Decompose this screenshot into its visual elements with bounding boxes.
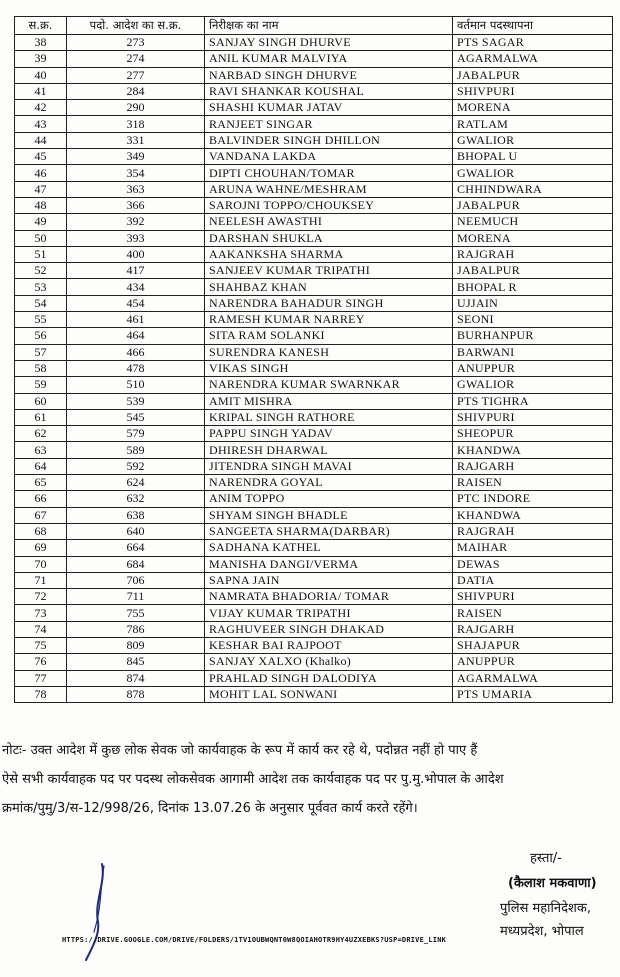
- row-order-serial: 454: [67, 295, 205, 311]
- row-order-serial: 592: [67, 458, 205, 474]
- row-serial: 44: [15, 132, 67, 148]
- table-row: [15, 670, 613, 686]
- row-order-serial: 392: [67, 214, 205, 230]
- row-serial: 49: [15, 214, 67, 230]
- row-inspector-name: ANIM TOPPO: [205, 491, 453, 507]
- row-inspector-name: DHIRESH DHARWAL: [205, 442, 453, 458]
- row-serial: 52: [15, 263, 67, 279]
- row-current-posting: SHIVPURI: [453, 589, 613, 605]
- row-serial: 76: [15, 654, 67, 670]
- note-line-3: क्रमांक/पुमु/3/स-12/998/26, दिनांक 13.07.26 के अनुसार पूर्ववत कार्य करते रहेंगे।: [2, 801, 418, 816]
- row-order-serial: 290: [67, 100, 205, 116]
- row-serial: 50: [15, 230, 67, 246]
- row-inspector-name: NEELESH AWASTHI: [205, 214, 453, 230]
- row-current-posting: NEEMUCH: [453, 214, 613, 230]
- row-serial: 74: [15, 621, 67, 637]
- row-serial: 64: [15, 458, 67, 474]
- row-current-posting: KHANDWA: [453, 507, 613, 523]
- row-serial: 58: [15, 360, 67, 376]
- row-current-posting: PTS UMARIA: [453, 686, 613, 702]
- row-serial: 47: [15, 181, 67, 197]
- row-order-serial: 706: [67, 572, 205, 588]
- handwritten-stroke-icon: [80, 862, 120, 962]
- row-serial: 73: [15, 605, 67, 621]
- row-current-posting: SHAJAPUR: [453, 637, 613, 653]
- row-serial: 43: [15, 116, 67, 132]
- row-serial: 69: [15, 540, 67, 556]
- row-inspector-name: VANDANA LAKDA: [205, 149, 453, 165]
- row-serial: 51: [15, 246, 67, 262]
- row-serial: 63: [15, 442, 67, 458]
- table-row: [15, 523, 613, 539]
- header-serial: स.क्र.: [15, 17, 67, 35]
- row-inspector-name: RANJEET SINGAR: [205, 116, 453, 132]
- row-inspector-name: NARENDRA BAHADUR SINGH: [205, 295, 453, 311]
- table-row: [15, 67, 613, 83]
- row-inspector-name: SHYAM SINGH BHADLE: [205, 507, 453, 523]
- header-order-serial: पदो. आदेश का स.क्र.: [67, 17, 205, 35]
- table-row: [15, 393, 613, 409]
- row-current-posting: PTC INDORE: [453, 491, 613, 507]
- table-row: [15, 35, 613, 51]
- row-serial: 65: [15, 475, 67, 491]
- row-order-serial: 545: [67, 409, 205, 425]
- row-inspector-name: MOHIT LAL SONWANI: [205, 686, 453, 702]
- row-current-posting: SHEOPUR: [453, 426, 613, 442]
- table-row: [15, 197, 613, 213]
- row-serial: 53: [15, 279, 67, 295]
- row-serial: 40: [15, 67, 67, 83]
- row-order-serial: 510: [67, 377, 205, 393]
- table-row: [15, 116, 613, 132]
- table-row: [15, 491, 613, 507]
- row-order-serial: 464: [67, 328, 205, 344]
- row-order-serial: 874: [67, 670, 205, 686]
- row-current-posting: KHANDWA: [453, 442, 613, 458]
- row-inspector-name: RAGHUVEER SINGH DHAKAD: [205, 621, 453, 637]
- row-current-posting: GWALIOR: [453, 165, 613, 181]
- table-row: [15, 246, 613, 262]
- row-inspector-name: SURENDRA KANESH: [205, 344, 453, 360]
- row-serial: 71: [15, 572, 67, 588]
- row-current-posting: ANUPPUR: [453, 654, 613, 670]
- row-order-serial: 632: [67, 491, 205, 507]
- row-order-serial: 478: [67, 360, 205, 376]
- row-current-posting: RAJGARH: [453, 458, 613, 474]
- row-inspector-name: SANJAY SINGH DHURVE: [205, 35, 453, 51]
- row-serial: 59: [15, 377, 67, 393]
- table-row: [15, 442, 613, 458]
- table-row: [15, 458, 613, 474]
- row-current-posting: RAISEN: [453, 475, 613, 491]
- row-current-posting: BHOPAL R: [453, 279, 613, 295]
- row-current-posting: GWALIOR: [453, 132, 613, 148]
- table-row: [15, 540, 613, 556]
- row-serial: 48: [15, 197, 67, 213]
- row-serial: 46: [15, 165, 67, 181]
- row-inspector-name: ANIL KUMAR MALVIYA: [205, 51, 453, 67]
- row-current-posting: SHIVPURI: [453, 409, 613, 425]
- table-row: [15, 214, 613, 230]
- note-line-2: ऐसे सभी कार्यवाहक पद पर पदस्थ लोकसेवक आगामी आदेश तक कार्यवाहक पद पर पु.मु.भोपाल के आदेश: [2, 772, 504, 787]
- table-row: [15, 263, 613, 279]
- row-order-serial: 393: [67, 230, 205, 246]
- row-current-posting: MAIHAR: [453, 540, 613, 556]
- row-order-serial: 809: [67, 637, 205, 653]
- row-serial: 77: [15, 670, 67, 686]
- row-order-serial: 461: [67, 312, 205, 328]
- row-serial: 54: [15, 295, 67, 311]
- table-row: [15, 409, 613, 425]
- table-row: [15, 100, 613, 116]
- signatory-location: मध्यप्रदेश, भोपाल: [500, 924, 584, 939]
- row-current-posting: RAJGRAH: [453, 523, 613, 539]
- row-inspector-name: SHASHI KUMAR JATAV: [205, 100, 453, 116]
- row-order-serial: 318: [67, 116, 205, 132]
- table-row: [15, 377, 613, 393]
- row-order-serial: 640: [67, 523, 205, 539]
- row-serial: 38: [15, 35, 67, 51]
- row-inspector-name: SANJAY XALXO (Khalko): [205, 654, 453, 670]
- table-row: [15, 637, 613, 653]
- row-current-posting: AGARMALWA: [453, 670, 613, 686]
- row-serial: 62: [15, 426, 67, 442]
- row-current-posting: AGARMALWA: [453, 51, 613, 67]
- row-order-serial: 624: [67, 475, 205, 491]
- row-order-serial: 786: [67, 621, 205, 637]
- table-row: [15, 51, 613, 67]
- row-order-serial: 664: [67, 540, 205, 556]
- row-order-serial: 331: [67, 132, 205, 148]
- table-row: [15, 507, 613, 523]
- row-serial: 72: [15, 589, 67, 605]
- signature-label: हस्ता/-: [530, 851, 562, 866]
- row-inspector-name: BALVINDER SINGH DHILLON: [205, 132, 453, 148]
- row-current-posting: BARWANI: [453, 344, 613, 360]
- table-row: [15, 475, 613, 491]
- header-current-posting: वर्तमान पदस्थापना: [453, 17, 613, 35]
- table-body: [15, 35, 613, 703]
- row-inspector-name: JITENDRA SINGH MAVAI: [205, 458, 453, 474]
- row-serial: 67: [15, 507, 67, 523]
- row-current-posting: RAISEN: [453, 605, 613, 621]
- row-current-posting: JABALPUR: [453, 67, 613, 83]
- row-inspector-name: NARENDRA GOYAL: [205, 475, 453, 491]
- row-current-posting: MORENA: [453, 230, 613, 246]
- row-order-serial: 400: [67, 246, 205, 262]
- row-current-posting: UJJAIN: [453, 295, 613, 311]
- row-current-posting: BHOPAL U: [453, 149, 613, 165]
- row-order-serial: 284: [67, 83, 205, 99]
- table-row: [15, 181, 613, 197]
- row-order-serial: 273: [67, 35, 205, 51]
- row-inspector-name: RAMESH KUMAR NARREY: [205, 312, 453, 328]
- row-serial: 55: [15, 312, 67, 328]
- row-inspector-name: DARSHAN SHUKLA: [205, 230, 453, 246]
- row-order-serial: 417: [67, 263, 205, 279]
- row-serial: 41: [15, 83, 67, 99]
- row-inspector-name: SAROJNI TOPPO/CHOUKSEY: [205, 197, 453, 213]
- row-current-posting: RAJGRAH: [453, 246, 613, 262]
- row-order-serial: 363: [67, 181, 205, 197]
- table-row: [15, 589, 613, 605]
- row-current-posting: JABALPUR: [453, 197, 613, 213]
- row-inspector-name: PRAHLAD SINGH DALODIYA: [205, 670, 453, 686]
- row-serial: 60: [15, 393, 67, 409]
- row-inspector-name: KESHAR BAI RAJPOOT: [205, 637, 453, 653]
- row-current-posting: ANUPPUR: [453, 360, 613, 376]
- row-inspector-name: KRIPAL SINGH RATHORE: [205, 409, 453, 425]
- row-inspector-name: PAPPU SINGH YADAV: [205, 426, 453, 442]
- row-inspector-name: NARBAD SINGH DHURVE: [205, 67, 453, 83]
- row-order-serial: 434: [67, 279, 205, 295]
- row-current-posting: BURHANPUR: [453, 328, 613, 344]
- row-current-posting: JABALPUR: [453, 263, 613, 279]
- row-inspector-name: NARENDRA KUMAR SWARNKAR: [205, 377, 453, 393]
- row-order-serial: 579: [67, 426, 205, 442]
- row-inspector-name: AAKANKSHA SHARMA: [205, 246, 453, 262]
- row-order-serial: 638: [67, 507, 205, 523]
- row-serial: 45: [15, 149, 67, 165]
- row-inspector-name: SHAHBAZ KHAN: [205, 279, 453, 295]
- row-inspector-name: SADHANA KATHEL: [205, 540, 453, 556]
- row-inspector-name: SANGEETA SHARMA(DARBAR): [205, 523, 453, 539]
- row-inspector-name: MANISHA DANGI/VERMA: [205, 556, 453, 572]
- row-current-posting: MORENA: [453, 100, 613, 116]
- table-row: [15, 621, 613, 637]
- row-serial: 70: [15, 556, 67, 572]
- drive-link[interactable]: HTTPS://DRIVE.GOOGLE.COM/DRIVE/FOLDERS/1TV1OUBWQNT0W8QOIAHOTR9HY4UZXEBKS?USP=DRIVE_LINK: [62, 936, 447, 944]
- row-current-posting: SEONI: [453, 312, 613, 328]
- table-row: [15, 344, 613, 360]
- row-inspector-name: DIPTI CHOUHAN/TOMAR: [205, 165, 453, 181]
- row-current-posting: GWALIOR: [453, 377, 613, 393]
- table-row: [15, 328, 613, 344]
- row-order-serial: 845: [67, 654, 205, 670]
- row-serial: 78: [15, 686, 67, 702]
- row-order-serial: 354: [67, 165, 205, 181]
- row-current-posting: DATIA: [453, 572, 613, 588]
- row-inspector-name: SITA RAM SOLANKI: [205, 328, 453, 344]
- row-order-serial: 366: [67, 197, 205, 213]
- row-serial: 56: [15, 328, 67, 344]
- table-row: [15, 149, 613, 165]
- promotion-table: [14, 16, 613, 703]
- row-serial: 68: [15, 523, 67, 539]
- row-order-serial: 589: [67, 442, 205, 458]
- note-line-1: नोटः- उक्त आदेश में कुछ लोक सेवक जो कार्यवाहक के रूप में कार्य कर रहे थे, पदोन्नत नहीं हो पाए हैं: [2, 743, 478, 758]
- row-serial: 75: [15, 637, 67, 653]
- row-order-serial: 878: [67, 686, 205, 702]
- row-inspector-name: NAMRATA BHADORIA/ TOMAR: [205, 589, 453, 605]
- row-inspector-name: VIKAS SINGH: [205, 360, 453, 376]
- row-order-serial: 466: [67, 344, 205, 360]
- row-inspector-name: SANJEEV KUMAR TRIPATHI: [205, 263, 453, 279]
- row-inspector-name: VIJAY KUMAR TRIPATHI: [205, 605, 453, 621]
- table-row: [15, 279, 613, 295]
- row-current-posting: PTS TIGHRA: [453, 393, 613, 409]
- row-order-serial: 539: [67, 393, 205, 409]
- row-inspector-name: RAVI SHANKAR KOUSHAL: [205, 83, 453, 99]
- row-serial: 57: [15, 344, 67, 360]
- row-order-serial: 277: [67, 67, 205, 83]
- row-order-serial: 755: [67, 605, 205, 621]
- table-row: [15, 572, 613, 588]
- table-row: [15, 295, 613, 311]
- table-row: [15, 132, 613, 148]
- signatory-name: (कैलाश मकवाणा): [508, 876, 597, 891]
- row-serial: 42: [15, 100, 67, 116]
- header-inspector-name: निरीक्षक का नाम: [205, 17, 453, 35]
- row-serial: 61: [15, 409, 67, 425]
- row-order-serial: 274: [67, 51, 205, 67]
- table-row: [15, 605, 613, 621]
- row-inspector-name: SAPNA JAIN: [205, 572, 453, 588]
- row-current-posting: RAJGARH: [453, 621, 613, 637]
- row-current-posting: RATLAM: [453, 116, 613, 132]
- table-header-row: [15, 17, 613, 35]
- row-serial: 66: [15, 491, 67, 507]
- row-order-serial: 684: [67, 556, 205, 572]
- signatory-designation: पुलिस महानिदेशक,: [500, 901, 591, 916]
- table-row: [15, 230, 613, 246]
- row-current-posting: DEWAS: [453, 556, 613, 572]
- table-row: [15, 165, 613, 181]
- table-row: [15, 686, 613, 702]
- row-order-serial: 711: [67, 589, 205, 605]
- table-row: [15, 556, 613, 572]
- row-serial: 39: [15, 51, 67, 67]
- table-row: [15, 312, 613, 328]
- row-order-serial: 349: [67, 149, 205, 165]
- row-current-posting: SHIVPURI: [453, 83, 613, 99]
- table-row: [15, 360, 613, 376]
- table-row: [15, 83, 613, 99]
- row-inspector-name: AMIT MISHRA: [205, 393, 453, 409]
- table-row: [15, 426, 613, 442]
- row-inspector-name: ARUNA WAHNE/MESHRAM: [205, 181, 453, 197]
- table-row: [15, 654, 613, 670]
- row-current-posting: CHHINDWARA: [453, 181, 613, 197]
- row-current-posting: PTS SAGAR: [453, 35, 613, 51]
